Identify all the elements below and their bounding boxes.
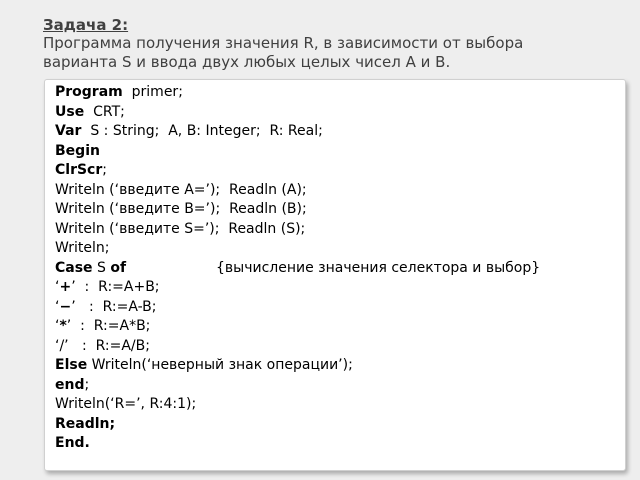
code-text: ; xyxy=(84,376,90,393)
task-description-line-2: варианта S и ввода двух любых целых чисел A и B. xyxy=(43,53,451,71)
operator-multiply: * xyxy=(59,318,67,334)
code-text: ’ : R:=A+B; xyxy=(71,279,160,295)
code-text: ’ : R:=A-B; xyxy=(71,298,157,315)
operator-minus: − xyxy=(59,298,72,315)
code-line-else xyxy=(55,356,625,376)
task-header xyxy=(43,16,623,72)
quote-mark: ‘ xyxy=(55,298,60,315)
operator-plus: + xyxy=(59,279,72,295)
keyword-var: Var xyxy=(55,123,82,139)
code-listing xyxy=(44,79,626,471)
code-line-input-a: Writeln (‘введите A=’); Readln (A); xyxy=(55,181,307,198)
code-text: ’ : R:=A*B; xyxy=(66,318,151,334)
code-text: ; xyxy=(102,162,107,178)
code-line-case-plus xyxy=(55,278,625,298)
keyword-end: end xyxy=(55,376,85,393)
quote-mark: ‘ xyxy=(55,279,60,295)
keyword-begin: Begin xyxy=(55,142,100,159)
code-line-writeln: Writeln; xyxy=(55,240,110,256)
code-comment: {вычисление значения селектора и выбор} xyxy=(216,259,541,276)
keyword-else: Else xyxy=(55,357,88,373)
keyword-case: Case xyxy=(55,259,93,276)
code-line-end-case xyxy=(55,376,625,396)
code-line-begin xyxy=(55,142,625,162)
keyword-readln: Readln; xyxy=(55,415,116,432)
code-line-case-divide: ‘/’ : R:=A/B; xyxy=(55,337,150,354)
code-line-clrscr xyxy=(55,161,625,181)
code-line-var xyxy=(55,122,625,142)
code-text: CRT; xyxy=(84,103,125,120)
code-line-end-program xyxy=(55,434,625,454)
task-description-line-1: Программа получения значения R, в зависимости от выбора xyxy=(43,34,524,52)
code-text: primer; xyxy=(122,84,183,100)
code-line-case-multiply xyxy=(55,317,625,337)
keyword-clrscr: ClrScr xyxy=(55,162,103,178)
keyword-end-program: End. xyxy=(55,435,90,451)
code-line-use xyxy=(55,103,625,123)
task-title: Задача 2: xyxy=(43,16,129,34)
keyword-use: Use xyxy=(55,103,85,120)
code-line-case-minus xyxy=(55,298,625,318)
code-text: S xyxy=(92,259,111,276)
code-text: Writeln(‘неверный знак операции’); xyxy=(87,357,353,373)
code-line-readln xyxy=(55,415,625,435)
code-line-program xyxy=(55,83,625,103)
keyword-of: of xyxy=(110,259,127,276)
code-line-case xyxy=(55,259,625,279)
code-line-output-r: Writeln(‘R=’, R:4:1); xyxy=(55,396,197,412)
quote-mark: ‘ xyxy=(55,318,60,334)
code-line-input-s: Writeln (‘введите S=’); Readln (S); xyxy=(55,220,306,237)
code-text: S : String; A, B: Integer; R: Real; xyxy=(81,123,323,139)
keyword-program: Program xyxy=(55,84,123,100)
code-line-input-b: Writeln (‘введите B=’); Readln (B); xyxy=(55,201,307,217)
